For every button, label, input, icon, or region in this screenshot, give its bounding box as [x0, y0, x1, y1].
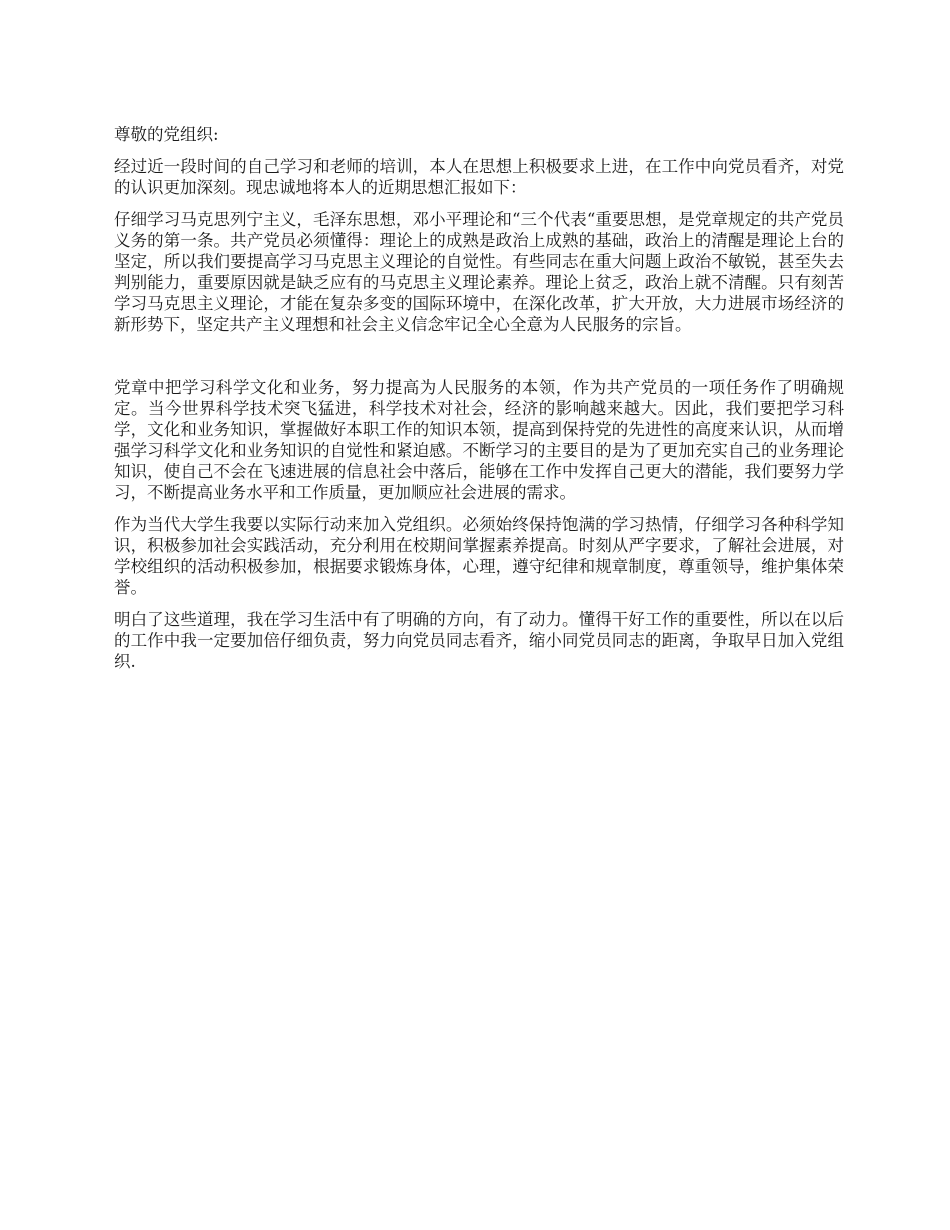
blank-gap [114, 346, 844, 377]
paragraph-conclusion: 明白了这些道理，我在学习生活中有了明确的方向，有了动力。懂得干好工作的重要性，所以在以后的工作中我一定要加倍仔细负责，努力向党员同志看齐，缩小同党员同志的距离，争取早日加入党组织. [114, 610, 844, 671]
salutation: 尊敬的党组织: [114, 125, 219, 144]
paragraph-intro: 经过近一段时间的自己学习和老师的培训，本人在思想上积极要求上进，在工作中向党员看齐，对党的认识更加深刻。现忠诚地将本人的近期思想汇报如下： [114, 157, 844, 197]
document-body [114, 124, 844, 683]
paragraph-science-culture: 党章中把学习科学文化和业务，努力提高为人民服务的本领，作为共产党员的一项任务作了明确规定。当今世界科学技术突飞猛进，科学技术对社会，经济的影响越来越大。因此，我们要把学习科学，文化和业务知识，掌握做好本职工作的知识本领，提高到保持党的先进性的高度来认识，从而增强学习科学文化和业务知识的自觉性和紧迫感。不断学习的主要目的是为了更加充实自己的业务理论知识，使自己不会在飞速进展的信息社会中落后，能够在工作中发挥自己更大的潜能，我们要努力学习，不断提高业务水平和工作质量，更加顺应社会进展的需求。 [114, 378, 844, 502]
paragraph-theory: 仔细学习马克思列宁主义，毛泽东思想，邓小平理论和“三个代表“重要思想，是党章规定的共产党员义务的第一条。共产党员必须懂得：理论上的成熟是政治上成熟的基础，政治上的清醒是理论上台的坚定，所以我们要提高学习马克思主义理论的自觉性。有些同志在重大问题上政治不敏锐，甚至失去判别能力，重要原因就是缺乏应有的马克思主义理论素养。理论上贫乏，政治上就不清醒。只有刻苦学习马克思主义理论，才能在复杂多变的国际环境中，在深化改革，扩大开放，大力进展市场经济的新形势下，坚定共产主义理想和社会主义信念牢记全心全意为人民服务的宗旨。 [114, 210, 844, 334]
paragraph-student-action: 作为当代大学生我要以实际行动来加入党组织。必须始终保持饱满的学习热情，仔细学习各种科学知识，积极参加社会实践活动，充分利用在校期间掌握素养提高。时刻从严字要求，了解社会进展，对学校组织的活动积极参加，根据要求锻炼身体，心理，遵守纪律和规章制度，尊重领导，维护集体荣誉。 [114, 515, 844, 597]
